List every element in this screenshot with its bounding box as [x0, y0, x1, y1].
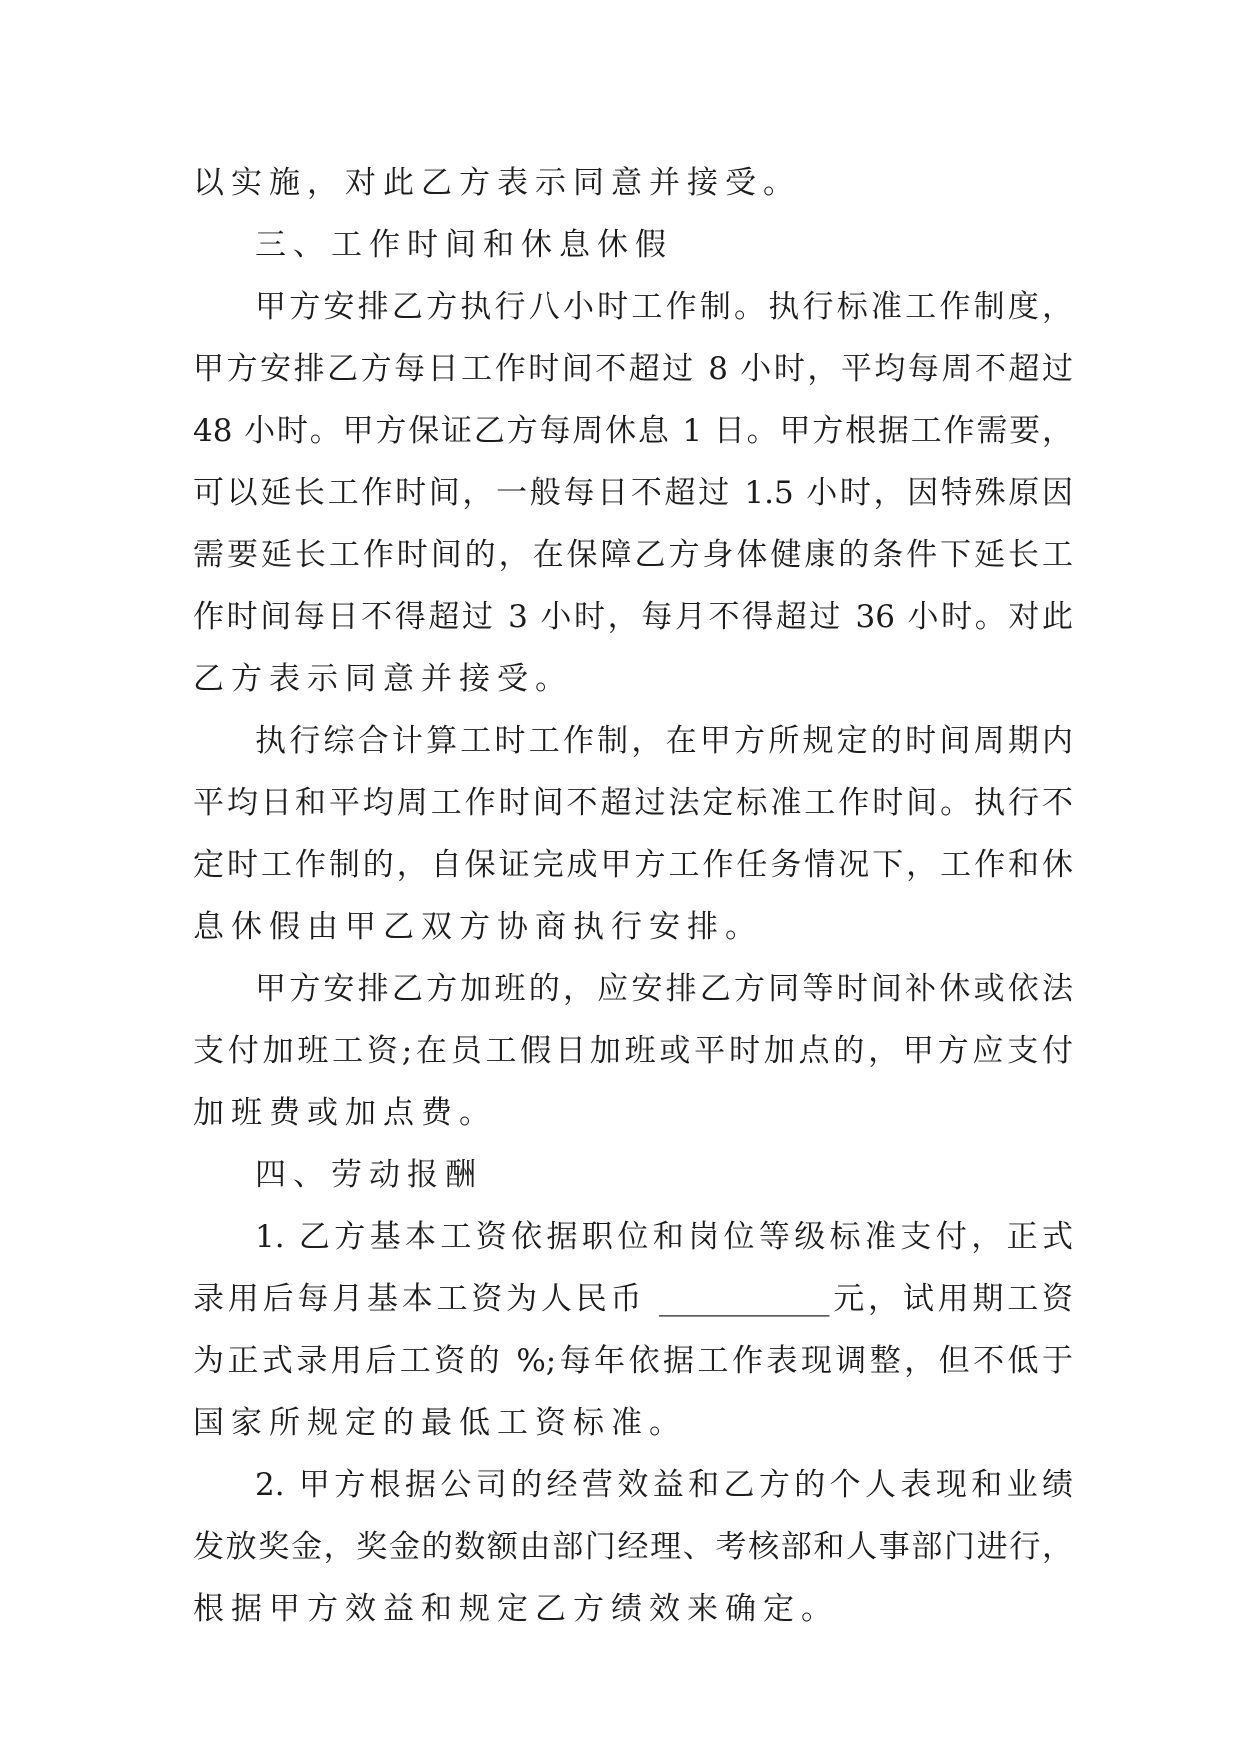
paragraph-line: 1. 乙方基本工资依据职位和岗位等级标准支付，正式 [255, 1219, 1073, 1255]
paragraph-line: 加班费或加点费。 [193, 1095, 497, 1131]
paragraph-line: 定时工作制的，自保证完成甲方工作任务情况下，工作和休 [193, 847, 1073, 883]
paragraph-line: 48 小时。甲方保证乙方每周休息 1 日。甲方根据工作需要， [193, 413, 1073, 449]
paragraph-line: 乙方表示同意并接受。 [193, 661, 573, 697]
section-heading: 三、工作时间和休息休假 [255, 227, 673, 263]
paragraph-line: 支付加班工资;在员工假日加班或平时加点的，甲方应支付 [193, 1033, 1073, 1069]
paragraph-line: 国家所规定的最低工资标准。 [193, 1405, 687, 1441]
paragraph-line: 根据甲方效益和规定乙方绩效来确定。 [193, 1591, 839, 1627]
paragraph-line: 息休假由甲乙双方协商执行安排。 [193, 909, 763, 945]
paragraph-line: 为正式录用后工资的 %;每年依据工作表现调整，但不低于 [193, 1343, 1073, 1379]
paragraph-line: 可以延长工作时间，一般每日不超过 1.5 小时，因特殊原因 [193, 475, 1073, 511]
paragraph-line: 执行综合计算工时工作制，在甲方所规定的时间周期内 [255, 723, 1073, 759]
paragraph-line: 发放奖金，奖金的数额由部门经理、考核部和人事部门进行， [193, 1529, 1073, 1565]
paragraph-line: 甲方安排乙方每日工作时间不超过 8 小时，平均每周不超过 [193, 351, 1073, 387]
paragraph-line: 录用后每月基本工资为人民币 ___________元，试用期工资 [193, 1281, 1073, 1317]
section-heading: 四、劳动报酬 [255, 1157, 483, 1193]
paragraph-line: 甲方安排乙方加班的，应安排乙方同等时间补休或依法 [255, 971, 1073, 1007]
paragraph-line: 平均日和平均周工作时间不超过法定标准工作时间。执行不 [193, 785, 1073, 821]
paragraph-line: 2. 甲方根据公司的经营效益和乙方的个人表现和业绩 [255, 1467, 1073, 1503]
paragraph-line: 以实施，对此乙方表示同意并接受。 [193, 165, 801, 201]
paragraph-line: 甲方安排乙方执行八小时工作制。执行标准工作制度， [255, 289, 1073, 325]
paragraph-line: 需要延长工作时间的，在保障乙方身体健康的条件下延长工 [193, 537, 1073, 573]
paragraph-line: 作时间每日不得超过 3 小时，每月不得超过 36 小时。对此 [193, 599, 1073, 635]
